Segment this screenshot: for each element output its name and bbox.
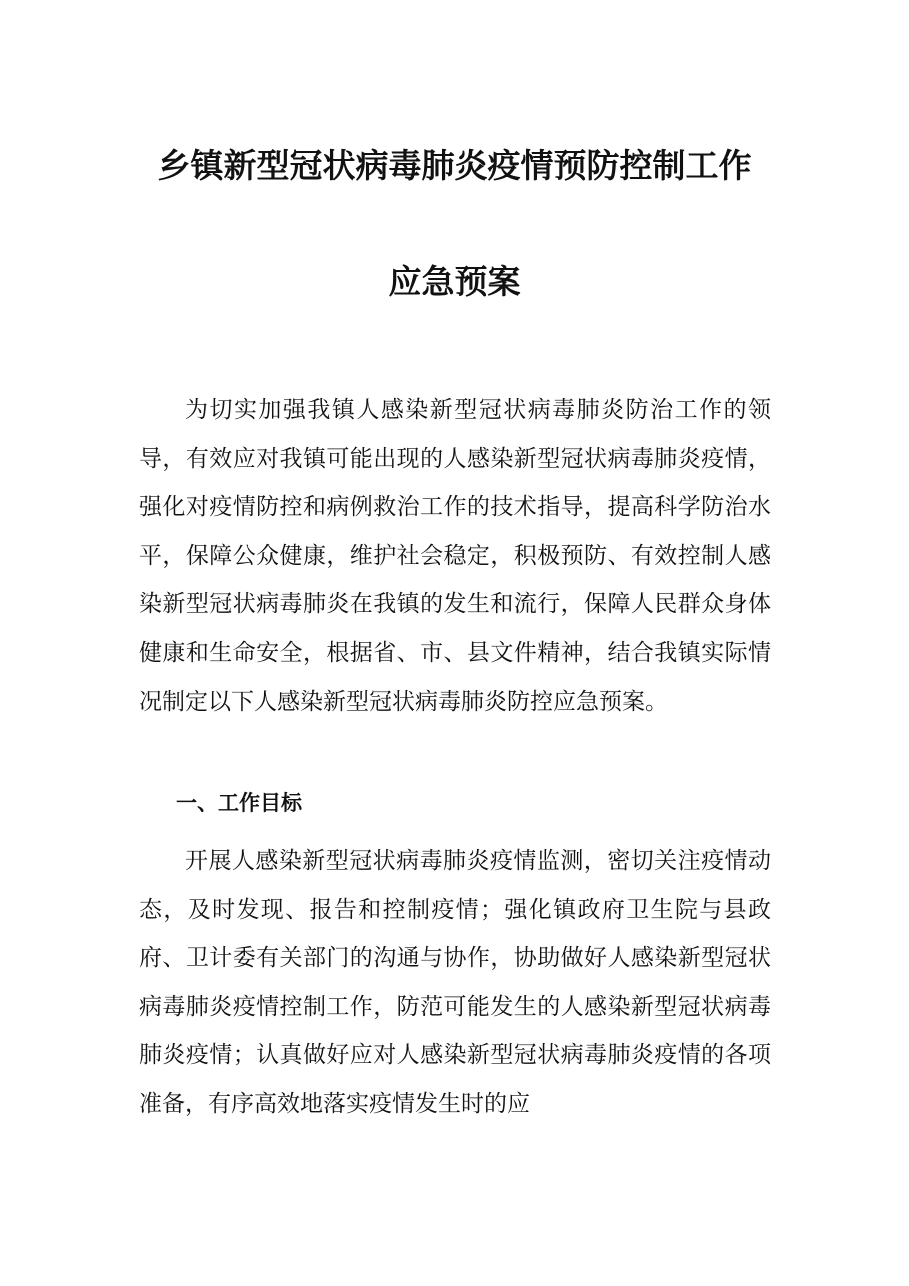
section-1-paragraph: 开展人感染新型冠状病毒肺炎疫情监测，密切关注疫情动态，及时发现、报告和控制疫情；强化镇政府卫生院与县政府、卫计委有关部门的沟通与协作，协助做好人感染新型冠状病毒肺炎疫情控制工作，防范可能发生的人感染新型冠状病毒肺炎疫情；认真做好应对人感染新型冠状病毒肺炎疫情的各项准备，有序高效地落实疫情发生时的应 <box>139 848 771 1117</box>
intro-paragraph: 为切实加强我镇人感染新型冠状病毒肺炎防治工作的领导，有效应对我镇可能出现的人感染新型冠状病毒肺炎疫情，强化对疫情防控和病例救治工作的技术指导，提高科学防治水平，保障公众健康，维护社会稳定，积极预防、有效控制人感染新型冠状病毒肺炎在我镇的发生和流行，保障人民群众身体健康和生命安全，根据省、市、县文件精神，结合我镇实际情况制定以下人感染新型冠状病毒肺炎防控应急预案。 <box>139 397 771 715</box>
document-title-line-2: 应急预案 <box>388 262 521 301</box>
document-title-line-1: 乡镇新型冠状病毒肺炎疫情预防控制工作 <box>157 146 752 185</box>
section-heading-work-goals: 一、工作目标 <box>176 791 302 815</box>
